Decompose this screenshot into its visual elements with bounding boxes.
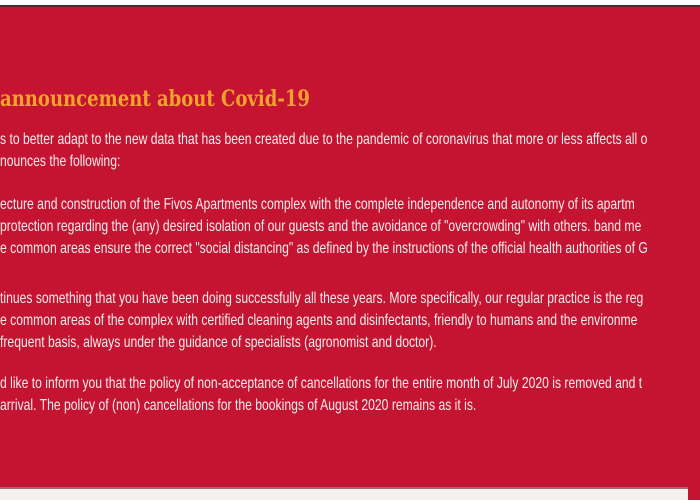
covid-announcement-panel [0,7,700,487]
text-line: nounces the following: [0,153,121,170]
text-line: arrival. The policy of (non) cancellations for the bookings of August 2020 remains as it is. [0,397,477,414]
text-line: e common areas ensure the correct "social distancing" as defined by the instructions of the official health authorities of G [0,240,648,257]
bottom-white-margin [0,489,700,500]
paragraph-intro [0,129,700,173]
bottom-right-red-sliver [688,480,700,500]
text-line: protection regarding the (any) desired isolation of our guests and the avoidance of "overcrowding" with others. band me [0,218,642,235]
text-line: d like to inform you that the policy of non-acceptance of cancellations for the entire month of July 2020 is removed and t [0,375,643,392]
text-line: tinues something that you have been doing successfully all these years. More specifically, our regular practice is the reg [0,290,644,307]
paragraph-architecture [0,194,700,260]
text-line: frequent basis, always under the guidance of specialists (agronomist and doctor). [0,334,437,351]
text-line: e common areas of the complex with certified cleaning agents and disinfectants, friendly to humans and the environme [0,312,638,329]
page-title: announcement about Covid-19 [0,86,310,112]
text-line: s to better adapt to the new data that has been created due to the pandemic of coronavirus that more or less affects all o [0,131,648,148]
text-line: ecture and construction of the Fivos Apartments complex with the complete independence and autonomy of its apartm [0,196,635,213]
paragraph-cancellation-policy [0,373,700,417]
paragraph-cleaning [0,288,700,354]
